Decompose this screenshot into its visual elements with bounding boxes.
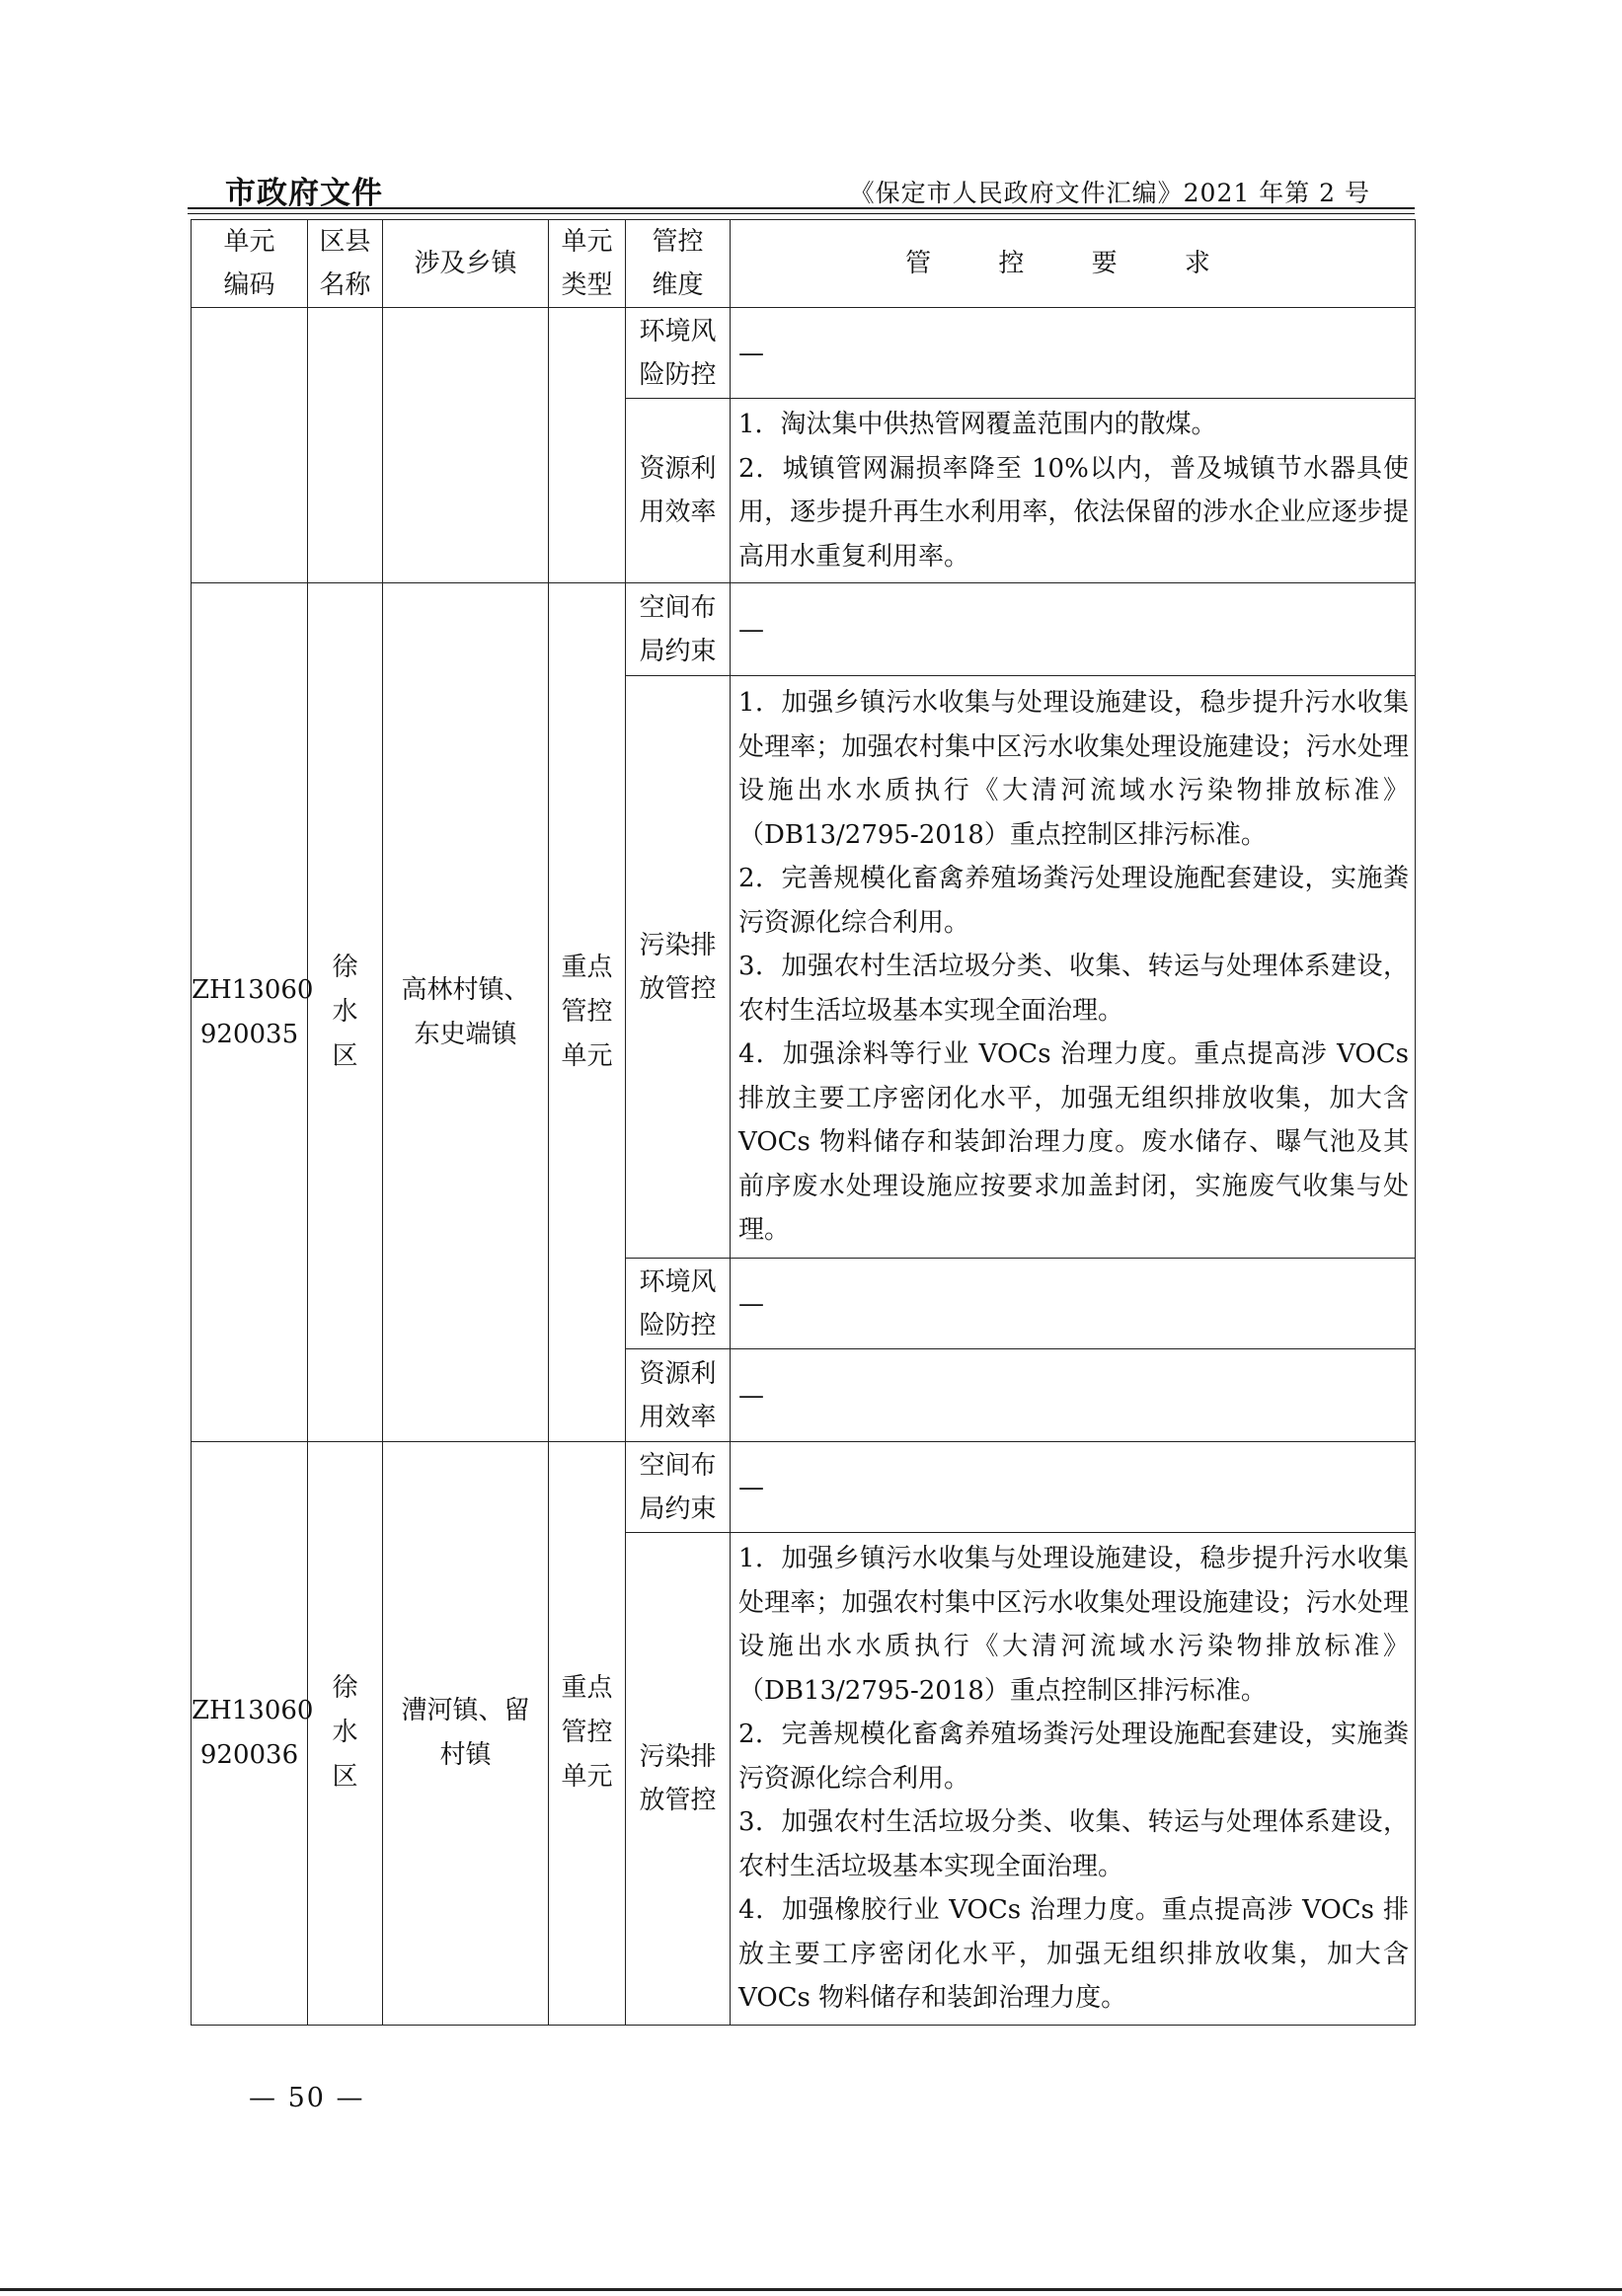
cell-dimension: 污染排 放管控 xyxy=(626,1533,731,2026)
cell-dimension: 环境风 险防控 xyxy=(626,1259,731,1349)
cell-unit-code: ZH13060 920036 xyxy=(192,1442,308,2026)
cell-requirement: 1．淘汰集中供热管网覆盖范围内的散煤。 2．城镇管网漏损率降至 10%以内，普及城镇节水器具使用，逐步提升再生水利用率，依法保留的涉水企业应逐步提高用水重复利用率。 xyxy=(731,399,1416,583)
page-number: — 50 — xyxy=(249,2083,365,2113)
header-title: 市政府文件 xyxy=(225,176,383,211)
header-unit-type: 单元 类型 xyxy=(549,220,626,308)
table-row xyxy=(192,583,1416,676)
cell-dimension: 环境风 险防控 xyxy=(626,308,731,399)
table-header-row xyxy=(192,220,1416,308)
cell-district xyxy=(308,308,383,583)
cell-towns xyxy=(383,308,549,583)
cell-requirement: 1．加强乡镇污水收集与处理设施建设，稳步提升污水收集处理率；加强农村集中区污水收集处理设施建设；污水处理设施出水水质执行《大清河流域水污染物排放标准》（DB13/2795-2018）重点控制区排污标准。 2．完善规模化畜禽养殖场粪污处理设施配套建设，实施粪污资源化综合利用。 3．加强农村生活垃圾分类、收集、转运与处理体系建设，农村生活垃圾基本实现全面治理。 4．加强涂料等行业 VOCs 治理力度。重点提高涉 VOCs 排放主要工序密闭化水平，加强无组织排放收集，加大含 VOCs 物料储存和装卸治理力度。废水储存、曝气池及其前序废水处理设施应按要求加盖封闭，实施废气收集与处理。 xyxy=(731,676,1416,1259)
cell-dimension: 空间布 局约束 xyxy=(626,1442,731,1533)
cell-unit-type: 重点 管控 单元 xyxy=(549,1442,626,2026)
cell-district: 徐 水 区 xyxy=(308,583,383,1442)
header-dimension: 管控 维度 xyxy=(626,220,731,308)
header-requirements: 管 控 要 求 xyxy=(731,220,1416,308)
cell-requirement: — xyxy=(731,583,1416,676)
cell-district: 徐 水 区 xyxy=(308,1442,383,2026)
header-rule xyxy=(188,207,1415,209)
table-row xyxy=(192,1442,1416,1533)
header-district: 区县 名称 xyxy=(308,220,383,308)
cell-unit-code xyxy=(192,308,308,583)
cell-requirement: — xyxy=(731,308,1416,399)
cell-requirement: — xyxy=(731,1349,1416,1442)
cell-dimension: 污染排 放管控 xyxy=(626,676,731,1259)
cell-unit-type xyxy=(549,308,626,583)
header-unit-code: 单元 编码 xyxy=(192,220,308,308)
cell-requirement: 1．加强乡镇污水收集与处理设施建设，稳步提升污水收集处理率；加强农村集中区污水收集处理设施建设；污水处理设施出水水质执行《大清河流域水污染物排放标准》（DB13/2795-2018）重点控制区排污标准。 2．完善规模化畜禽养殖场粪污处理设施配套建设，实施粪污资源化综合利用。 3．加强农村生活垃圾分类、收集、转运与处理体系建设，农村生活垃圾基本实现全面治理。 4．加强橡胶行业 VOCs 治理力度。重点提高涉 VOCs 排放主要工序密闭化水平，加强无组织排放收集，加大含 VOCs 物料储存和装卸治理力度。 xyxy=(731,1533,1416,2026)
header-publication: 《保定市人民政府文件汇编》2021 年第 2 号 xyxy=(849,179,1370,207)
cell-towns: 漕河镇、留 村镇 xyxy=(383,1442,549,2026)
cell-dimension: 资源利 用效率 xyxy=(626,1349,731,1442)
header-towns: 涉及乡镇 xyxy=(383,220,549,308)
cell-unit-code: ZH13060 920035 xyxy=(192,583,308,1442)
cell-unit-type: 重点 管控 单元 xyxy=(549,583,626,1442)
bottom-edge-rule xyxy=(0,2288,1622,2291)
header-rule-thin xyxy=(188,213,1415,214)
cell-requirement: — xyxy=(731,1442,1416,1533)
cell-dimension: 空间布 局约束 xyxy=(626,583,731,676)
page-header xyxy=(225,168,1370,211)
cell-dimension: 资源利 用效率 xyxy=(626,399,731,583)
cell-requirement: — xyxy=(731,1259,1416,1349)
control-requirements-table xyxy=(191,219,1416,2026)
table-row xyxy=(192,308,1416,399)
cell-towns: 高林村镇、 东史端镇 xyxy=(383,583,549,1442)
